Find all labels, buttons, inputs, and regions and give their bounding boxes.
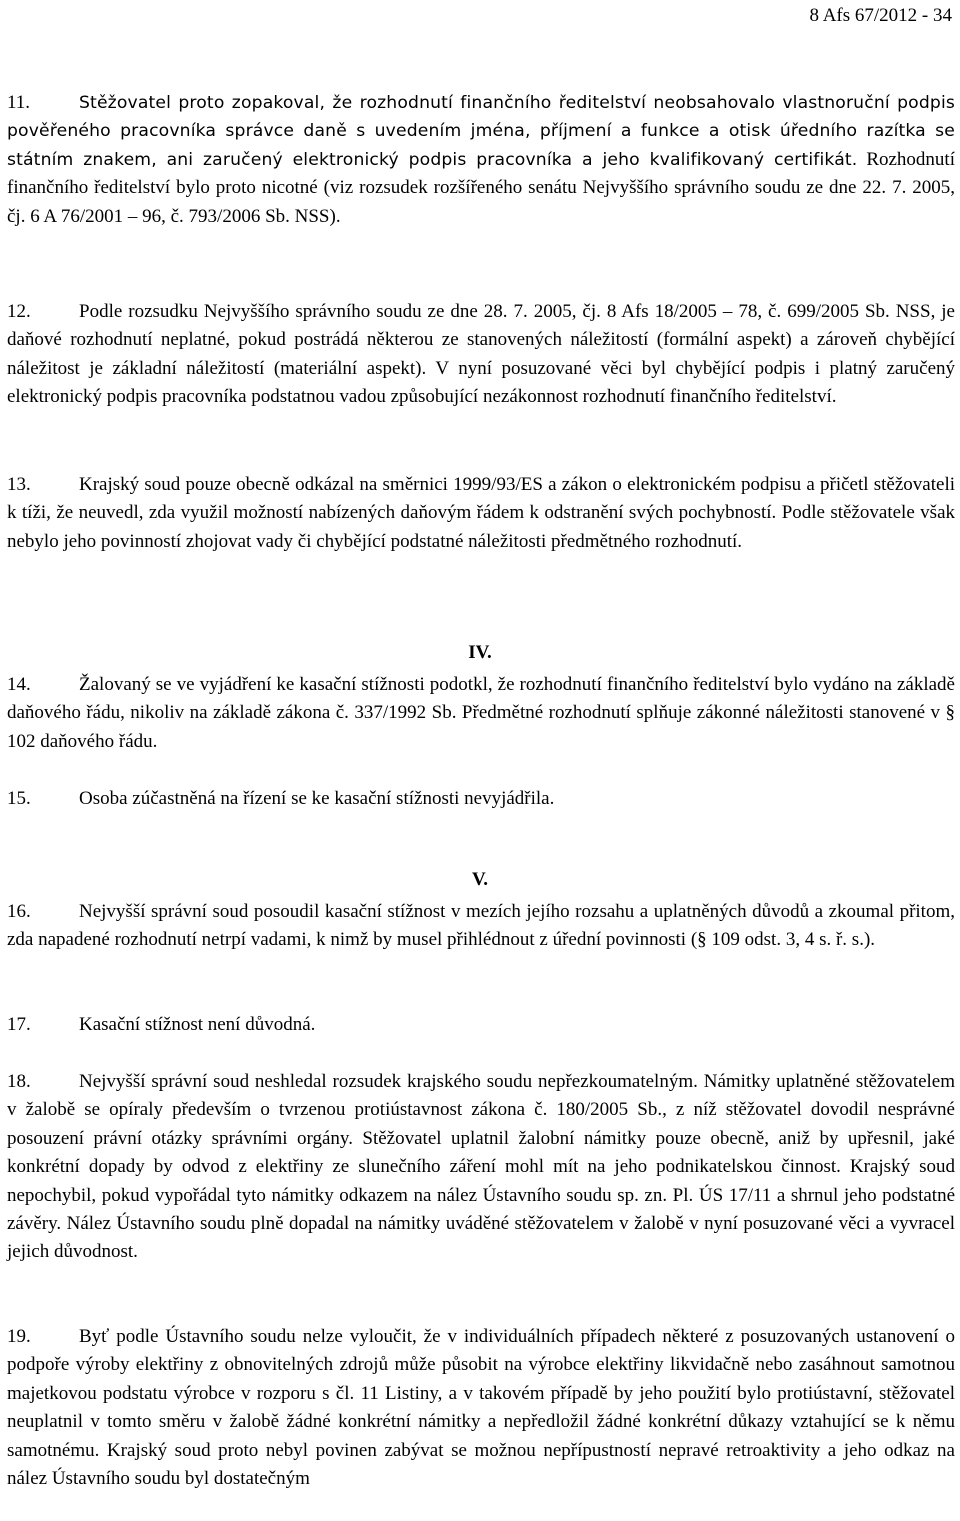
paragraph-16 xyxy=(7,898,955,955)
section-heading-v: V. xyxy=(471,869,489,890)
paragraph-text: Podle rozsudku Nejvyššího správního soudu ze dne 28. 7. 2005, čj. 8 Afs 18/2005 – 78, č. 699/2005 Sb. NSS, je daňové rozhodnutí neplatné, pokud postrádá některou ze stanovených náležitostí (formální aspekt) a zároveň chybějící náležitost je základní náležitostí (materiální aspekt). V nyní posuzované věci byl chybějící podpis i platný zaručený elektronický podpis pracovníka podstatnou vadou způsobující nezákonnost rozhodnutí finančního ředitelství. xyxy=(7,301,955,408)
paragraph-15 xyxy=(7,785,955,813)
paragraph-text: Kasační stížnost není důvodná. xyxy=(79,1014,316,1035)
paragraph-number: 17. xyxy=(7,1014,31,1035)
paragraph-text: Rozhodnutí finančního ředitelství bylo proto nicotné (viz rozsudek rozšířeného senátu Nejvyššího správního soudu ze dne 22. 7. 2005, čj. 6 A 76/2001 – 96, č. 793/2006 Sb. NSS). xyxy=(7,148,955,227)
paragraph-text: Žalovaný se ve vyjádření ke kasační stížnosti podotkl, že rozhodnutí finančního ředitelství bylo vydáno na základě daňového řádu, nikoliv na základě zákona č. 337/1992 Sb. Předmětné rozhodnutí splňuje zákonné náležitosti stanovené v § 102 daňového řádu. xyxy=(7,674,955,752)
section-heading-iv: IV. xyxy=(468,642,492,663)
paragraph-number: 13. xyxy=(7,474,31,495)
paragraph-number: 12. xyxy=(7,301,31,322)
paragraph-12 xyxy=(7,298,955,412)
paragraph-text: Krajský soud pouze obecně odkázal na směrnici 1999/93/ES a zákon o elektronickém podpisu a přičetl stěžovateli k tíži, že neuvedl, zda využil možností nabízených daňovým řádem k odstranění svých pochybností. Podle stěžovatele však nebylo jeho povinností zhojovat vady či chybějící podstatné náležitosti předmětného rozhodnutí. xyxy=(7,474,955,552)
paragraph-19 xyxy=(7,1323,955,1493)
paragraph-number: 11. xyxy=(7,92,31,113)
paragraph-number: 15. xyxy=(7,788,31,809)
paragraph-text-sans: Stěžovatel proto zopakoval, že rozhodnutí finančního ředitelství neobsahovalo vlastnoruční podpis pověřeného pracovníka správce daně s uvedením jména, příjmení a funkce a otisk úředního razítka se státním znakem, ani zaručený elektronický podpis pracovníka a jeho kvalifikovaný certifikát. xyxy=(7,93,955,170)
paragraph-11 xyxy=(7,89,955,231)
paragraph-number: 16. xyxy=(7,901,31,922)
paragraph-14 xyxy=(7,671,955,756)
paragraph-number: 14. xyxy=(7,674,31,695)
paragraph-text: Byť podle Ústavního soudu nelze vyloučit, že v individuálních případech některé z posuzovaných ustanovení o podpoře výroby elektřiny z obnovitelných zdrojů může působit na výrobce elektřiny likvidačně nebo zasáhnout samotnou majetkovou podstatu výrobce v rozporu s čl. 11 Listiny, a v takovém případě by jeho použití bylo protiústavní, stěžovatel neuplatnil v tomto směru v žalobě žádné konkrétní námitky a nepředložil žádné konkrétní důkazy vztahující se k němu samotnému. Krajský soud proto nebyl povinen zabývat se možnou nepřípustností nepravé retroaktivity a jeho odkaz na nález Ústavního soudu byl dostatečným xyxy=(7,1326,955,1490)
paragraph-number: 19. xyxy=(7,1326,31,1347)
case-reference-header: 8 Afs 67/2012 - 34 xyxy=(809,5,952,26)
paragraph-text: Nejvyšší správní soud posoudil kasační stížnost v mezích jejího rozsahu a uplatněných důvodů a zkoumal přitom, zda napadené rozhodnutí netrpí vadami, k nimž by musel přihlédnout z úřední povinnosti (§ 109 odst. 3, 4 s. ř. s.). xyxy=(7,901,955,951)
paragraph-13 xyxy=(7,471,955,556)
paragraph-17 xyxy=(7,1011,955,1039)
paragraph-text: Osoba zúčastněná na řízení se ke kasační stížnosti nevyjádřila. xyxy=(79,788,555,809)
paragraph-18 xyxy=(7,1068,955,1267)
paragraph-text: Nejvyšší správní soud neshledal rozsudek krajského soudu nepřezkoumatelným. Námitky uplatněné stěžovatelem v žalobě se opíraly především o tvrzenou protiústavnost zákona č. 180/2005 Sb., z níž stěžovatel dovodil nesprávné posouzení právní otázky správními orgány. Stěžovatel uplatnil žalobní námitky pouze obecně, aniž by upřesnil, jaké konkrétní dopady by odvod z elektřiny ze slunečního záření mohl mít na jeho podnikatelskou činnost. Krajský soud nepochybil, pokud vypořádal tyto námitky odkazem na nález Ústavního soudu sp. zn. Pl. ÚS 17/11 a shrnul jeho podstatné závěry. Nález Ústavního soudu plně dopadal na námitky uváděné stěžovatelem v žalobě v nyní posuzované věci a vyvracel jejich důvodnost. xyxy=(7,1071,955,1263)
paragraph-number: 18. xyxy=(7,1071,31,1092)
